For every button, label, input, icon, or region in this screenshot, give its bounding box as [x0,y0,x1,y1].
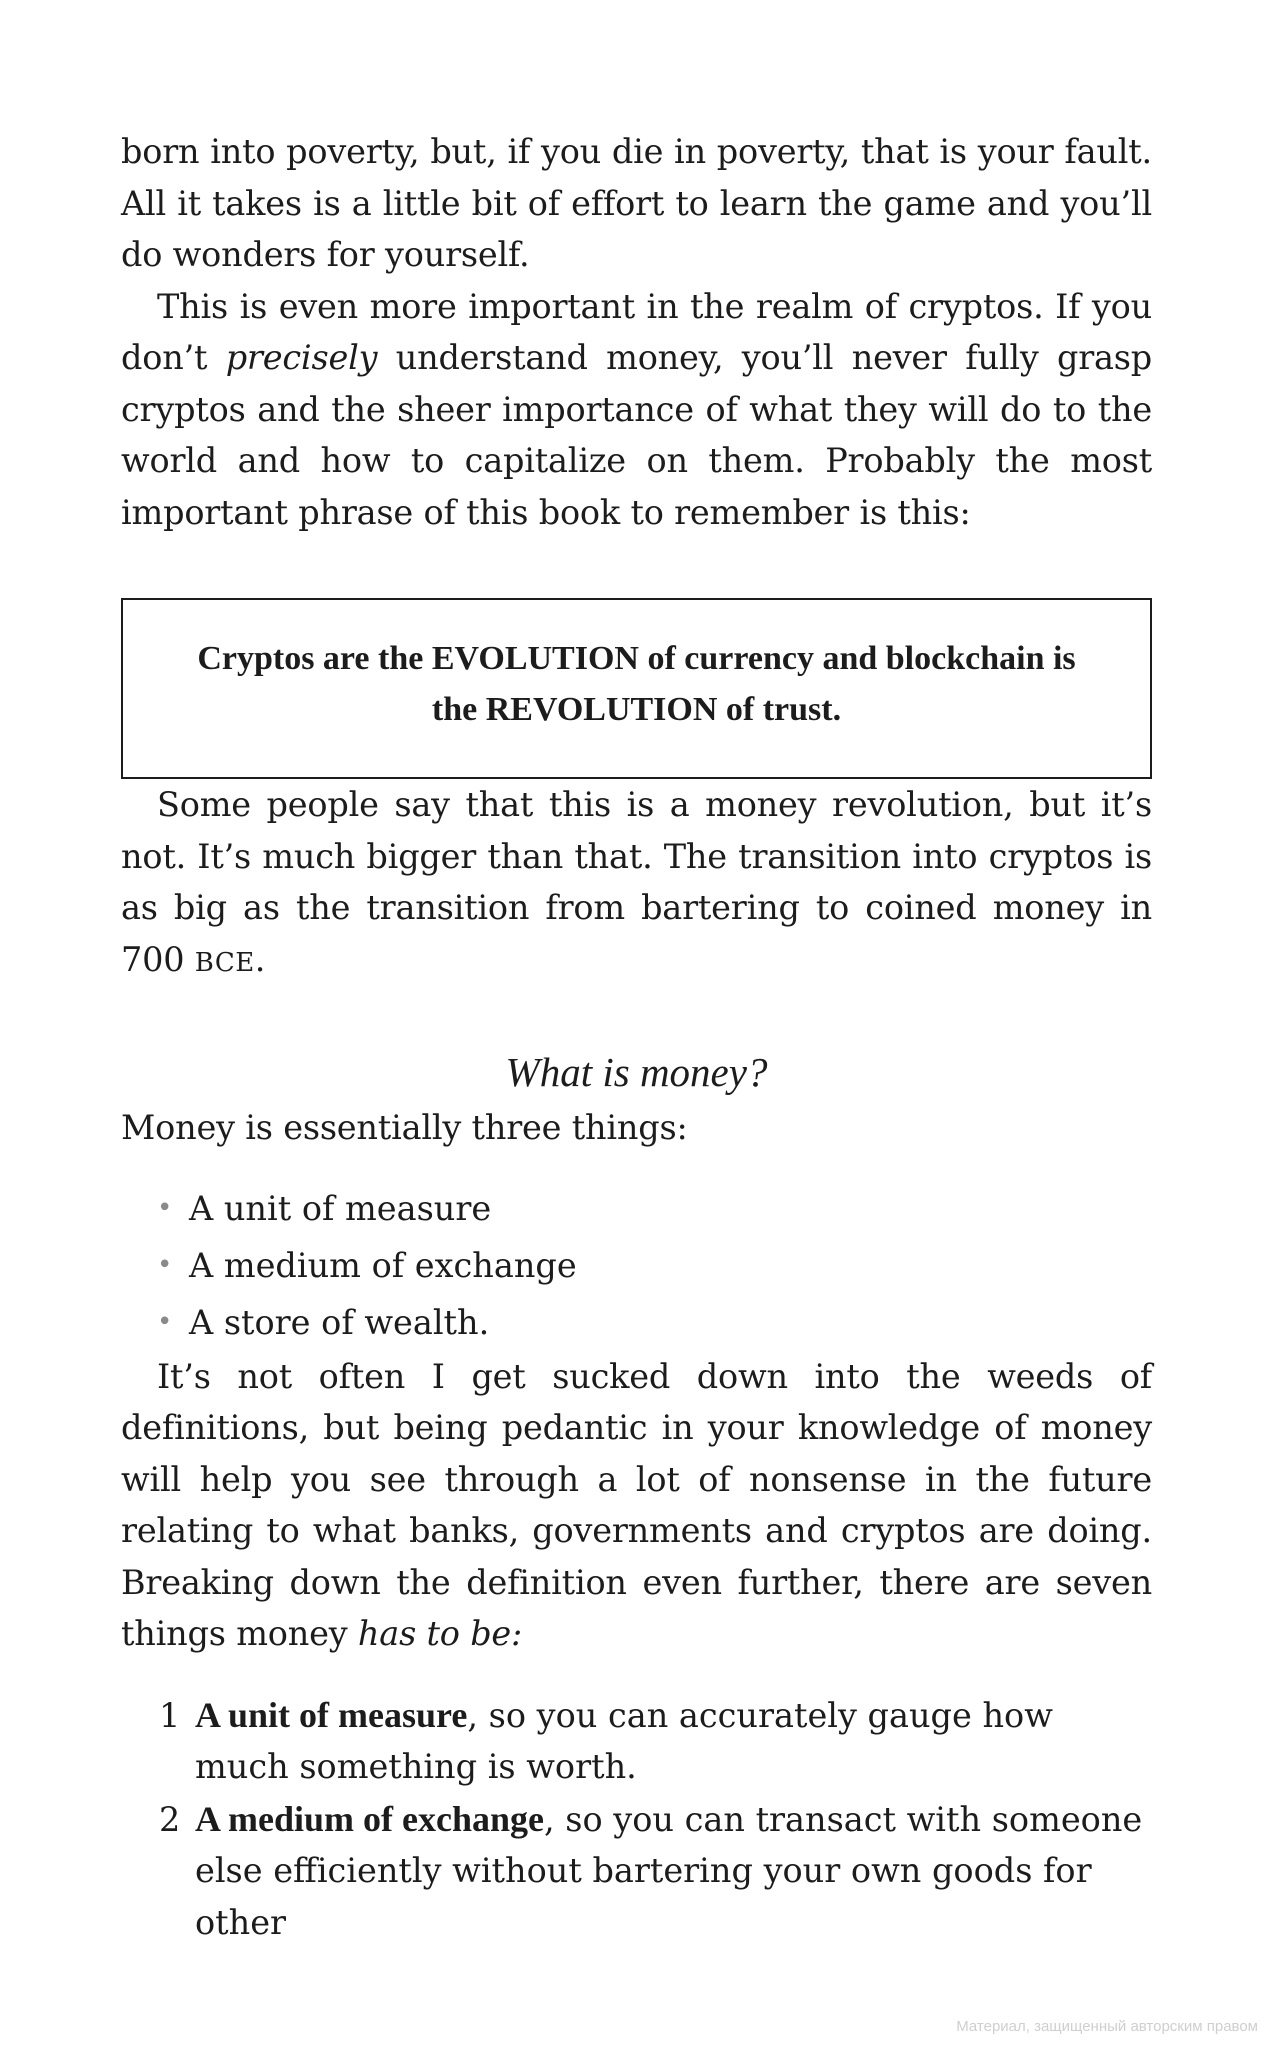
copyright-watermark: Материал, защищенный авторским правом [956,2018,1258,2035]
item-term: A unit of measure [195,1694,468,1735]
callout-line-2: the REVOLUTION of trust. [431,691,842,728]
money-requirements-list [121,1690,1152,1949]
bullet-icon: • [157,1192,173,1223]
callout-line-1: Cryptos are the EVOLUTION of currency and blockchain is [197,640,1076,677]
item-term: A medium of exchange [195,1798,544,1839]
paragraph-cryptos-importance [121,281,1152,539]
paragraph-money-intro: Money is essentially three things: [121,1108,688,1147]
paragraph-text: It’s not often I get sucked down into the weeds of definitions, but being pedantic in your knowledge of money will help you see through a lot of nonsense in the future relating to what banks, governments and cryptos are doing. Breaking down the definition even further, there are seven things money [121,1356,1152,1653]
paragraph-text: . [254,939,266,979]
paragraph-text: Some people say that this is a money revolution, but it’s not. It’s much bigger than that. The transition into cryptos is as big as the transition from bartering to coined money in 700 [121,785,1152,979]
key-phrase-callout [121,598,1152,779]
bullet-icon: • [157,1249,173,1280]
emphasis-has-to-be: has to be: [357,1614,523,1653]
list-item [121,1237,1152,1294]
emphasis-precisely: precisely [225,338,378,377]
list-item [121,1294,1152,1351]
list-item-text: A unit of measure [189,1188,492,1228]
book-page [121,126,1152,1949]
list-item [121,1180,1152,1237]
item-number: 1 [159,1695,181,1735]
item-number: 2 [159,1799,181,1839]
list-item-text: A medium of exchange [189,1245,577,1285]
numbered-item [121,1794,1152,1949]
paragraph-poverty [121,126,1152,281]
paragraph-money-revolution [121,779,1152,989]
paragraph-definitions [121,1351,1152,1660]
item-text: , so you can transact with someone else efficiently without bartering your own goods for other [195,1799,1143,1942]
era-abbreviation: BCE [194,947,255,978]
list-item-text: A store of wealth. [189,1302,490,1342]
numbered-item [121,1690,1152,1793]
bullet-icon: • [157,1306,173,1337]
paragraph-text: born into poverty, but, if you die in poverty, that is your fault. All it takes is a little bit of effort to learn the game and you’ll do wonders for yourself. [121,132,1152,274]
money-functions-list [121,1180,1152,1351]
item-text: , so you can accurately gauge how much something is worth. [195,1695,1053,1786]
paragraph-text: This is even more important in the realm of cryptos. If you don’t [121,286,1152,377]
section-heading: What is money? [505,1049,768,1095]
paragraph-text: understand money, you’ll never fully grasp cryptos and the sheer importance of what they will do to the world and how to capitalize on them. Probably the most important phrase of this book to remember is this: [121,338,1153,532]
